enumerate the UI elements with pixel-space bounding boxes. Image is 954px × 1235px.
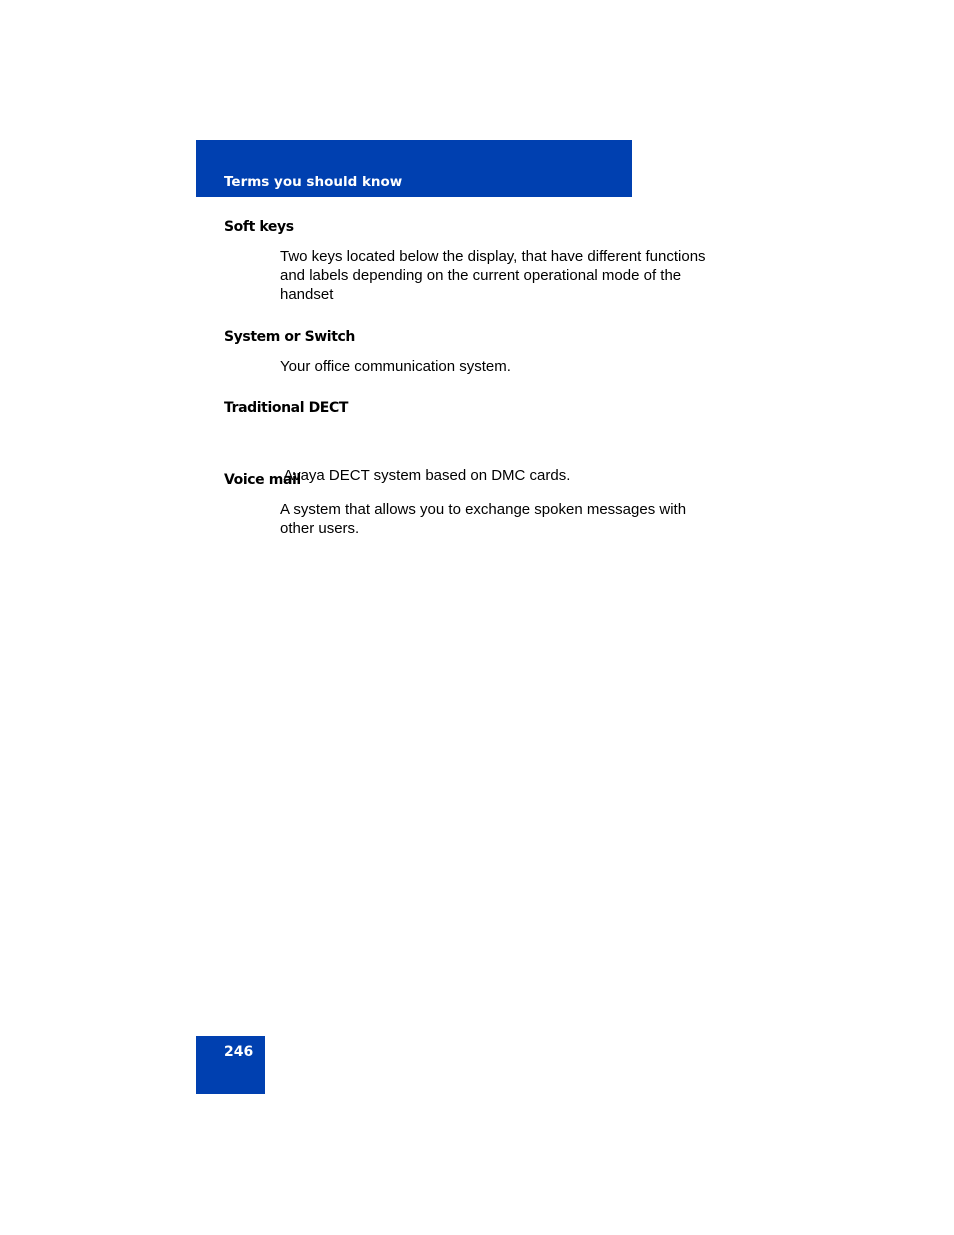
section-header-band bbox=[196, 140, 632, 197]
definition-line: other users. bbox=[280, 520, 360, 537]
definition-line: A system that allows you to exchange spoken messages with bbox=[280, 501, 687, 518]
definition-traditional-dect bbox=[280, 428, 730, 504]
term-soft-keys: Soft keys bbox=[224, 219, 294, 235]
term-voice-mail: Voice mail bbox=[224, 472, 301, 488]
section-title: Terms you should know bbox=[224, 174, 403, 190]
term-traditional-dect: Traditional DECT bbox=[224, 400, 348, 416]
definition-line: Your office communication system. bbox=[280, 358, 511, 375]
page-number-box bbox=[196, 1036, 265, 1094]
definition-line: Avaya DECT system based on DMC cards. bbox=[280, 467, 571, 484]
definition-soft-keys bbox=[280, 247, 730, 304]
definition-line: Two keys located below the display, that have different functions bbox=[280, 248, 706, 265]
definition-line: handset bbox=[280, 286, 334, 303]
page-number: 246 bbox=[224, 1044, 254, 1060]
definition-system-or-switch bbox=[280, 357, 730, 376]
definition-line: and labels depending on the current operational mode of the bbox=[280, 267, 682, 284]
definition-voice-mail bbox=[280, 500, 730, 538]
term-system-or-switch: System or Switch bbox=[224, 329, 355, 345]
